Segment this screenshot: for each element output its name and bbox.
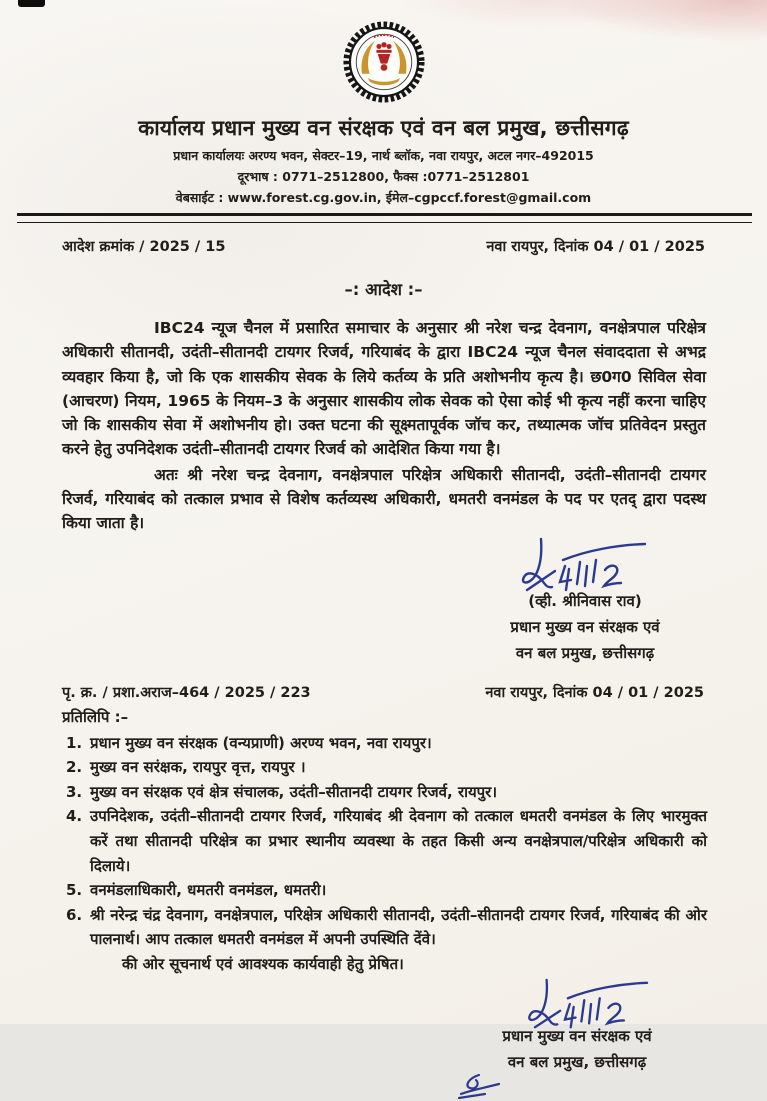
signatory-designation-2: वन बल प्रमुख, छत्तीसगढ़ [515,643,655,662]
office-address: प्रधान कार्यालयः अरण्य भवन, सेक्टर–19, नार्थ ब्लॉक, नवा रायपुर, अटल नगर–492015 [173,148,594,163]
endorsement-closing-line: की ओर सूचनार्थ एवं आवश्यक कार्यवाही हेतु प्रेषित। [122,955,404,974]
signatory2-designation-1: प्रधान मुख्य वन संरक्षक एवं [502,1026,652,1045]
order-meta-row [62,236,705,256]
order-heading: –: आदेश :– [344,280,423,299]
signatory-name: (व्ही. श्रीनिवास राव) [528,591,642,610]
office-title: कार्यालय प्रधान मुख्य वन संरक्षक एवं वन बल प्रमुख, छत्तीसगढ़ [138,116,629,140]
handwritten-scribble [457,1073,503,1101]
order-paragraph-2: अतः श्री नरेश चन्द्र देवनाग, वनक्षेत्रपाल परिक्षेत्र अधिकारी सीतानदी, उदंती–सीतानदी टायगर रिजर्व, गरियाबंद को तत्काल प्रभाव से विशेष कर्तव्यस्थ अधिकारी, धमतरी वनमंडल के पद पर एतद् द्वारा पदस्थ किया जाता है। [62,465,706,533]
order-number: आदेश क्रमांक / 2025 / 15 [62,239,226,255]
scan-artifact-mark [18,0,45,7]
copy-recipient-6: 6. श्री नरेन्द्र चंद्र देवनाग, वनक्षेत्रपाल, परिक्षेत्र अधिकारी सीतानदी, उदंती–सीतानदी टायगर रिजर्व, गरियाबंद की ओर पालनार्थ। आप तत्काल धमतरी वनमंडल में अपनी उपस्थिति देंवे। [66,905,707,949]
chhattisgarh-state-emblem-icon [341,20,427,108]
order-place-date: नवा रायपुर, दिनांक 04 / 01 / 2025 [486,239,705,255]
order-paragraph-1: IBC24 न्यूज चैनल में प्रसारित समाचार के अनुसार श्री नरेश चन्द्र देवनाग, वनक्षेत्रपाल परिक्षेत्र अधिकारी सीतानदी, उदंती–सीतानदी टायगर रिजर्व, गरियाबंद के द्वारा IBC24 न्यूज चैनल संवाददाता से अभद्र व्यवहार किया है, जो कि एक शासकीय सेवक के लिये कर्तव्य के प्रति अशोभनीय कृत्य है। छ0ग0 सिविल सेवा (आचरण) नियम, 1965 के नियम–3 के अनुसार शासकीय लोक सेवक को ऐसा कोई भी कृत्य नहीं करना चाहिए जो कि शासकीय सेवा में अशोभनीय हो। उक्त घटना की सूक्ष्मतापूर्वक जॉच कर, तथ्यात्मक जॉच प्रतिवेदन प्रस्तुत करने हेतु उपनिदेशक उदंती–सीतानदी टायगर रिजर्व को आदेशित किया गया है। [62,319,706,459]
copy-recipient-list [66,731,707,952]
signature-block-1 [455,538,715,666]
office-phone-fax: दूरभाष : 0771–2512800, फैक्स :0771–2512801 [237,169,530,184]
copy-recipient-2: 2. मुख्य वन सरंक्षक, रायपुर वृत्त, रायपुर । [66,758,306,777]
endorsement-meta-row [62,682,704,702]
order-body [62,316,706,536]
letterhead [0,0,767,108]
copy-recipient-5: 5. वनमंडलाधिकारी, धमतरी वनमंडल, धमतरी। [66,881,327,900]
copy-recipient-3: 3. मुख्य वन संरक्षक एवं क्षेत्र संचालक, उदंती–सीतानदी टायगर रिजर्व, रायपुर। [66,782,497,801]
copy-recipient-1: 1. प्रधान मुख्य वन संरक्षक (वन्यप्राणी) अरण्य भवन, नवा रायपुर। [66,733,432,752]
letterhead-divider [17,213,752,223]
signatory-designation-1: प्रधान मुख्य वन संरक्षक एवं [510,617,660,636]
copy-to-label: प्रतिलिपि :– [62,707,129,726]
office-website-email: वेबसाईट : www.forest.cg.gov.in, ईमेल–cgpccf.forest@gmail.com [175,190,592,205]
endorsement-ref-number: पृ. क्र. / प्रशा.अराज–464 / 2025 / 223 [62,684,311,701]
signature-block-2 [447,977,707,1101]
copy-recipient-4: 4. उपनिदेशक, उदंती–सीतानदी टायगर रिजर्व, गरियाबंद श्री देवनाग को तत्काल धमतरी वनमंडल के लिए भारमुक्त करें तथा सीतानदी परिक्षेत्र का प्रभार स्थानीय व्यवस्था के तहत किसी अन्य वनक्षेत्रपाल/परिक्षेत्र अधिकारी को दिलाये। [66,807,707,875]
endorsement-place-date: नवा रायपुर, दिनांक 04 / 01 / 2025 [485,684,704,701]
signatory2-designation-2: वन बल प्रमुख, छत्तीसगढ़ [507,1052,647,1071]
